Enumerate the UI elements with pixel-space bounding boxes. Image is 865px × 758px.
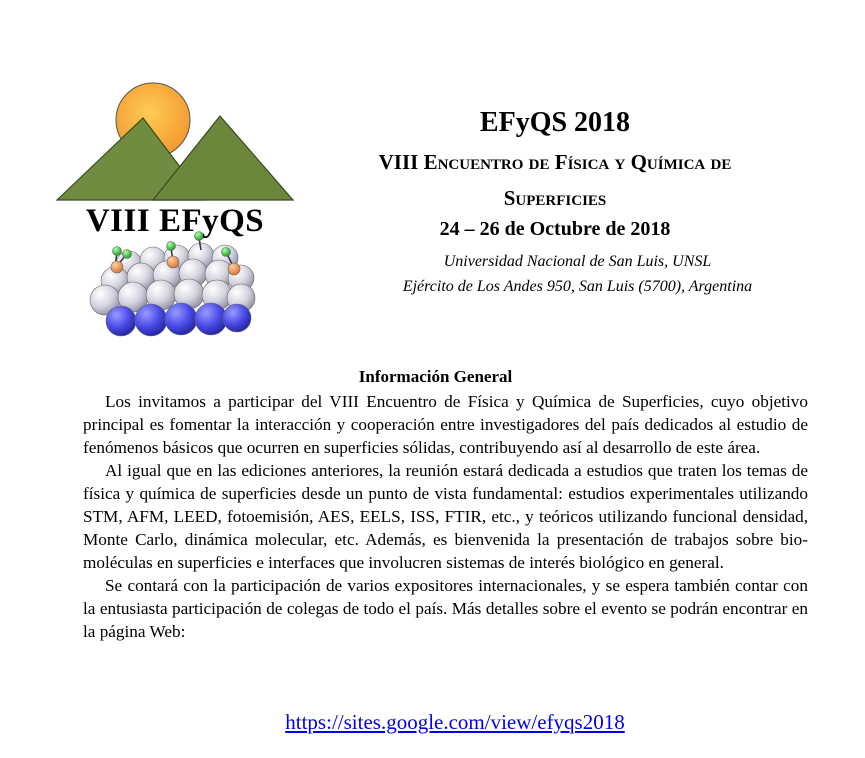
event-address: [300, 249, 810, 299]
website-link-line: [0, 708, 865, 736]
address-line2: Ejército de Los Andes 950, San Luis (5700), Argentina: [402, 278, 753, 295]
event-subtitle: [300, 144, 810, 216]
section-heading: Información General: [358, 367, 513, 386]
paragraph-invitation: Los invitamos a participar del VIII Encuentro de Física y Química de Superficies, cuyo objetivo principal es fomentar la interacción y cooperación entre investigadores del país dedicados al estudio de fenómenos básicos que ocurren en superficies sólidas, contribuyendo así al desarrollo de este área.: [83, 392, 808, 457]
efyqs-logo: [55, 78, 295, 340]
atom-lattice-shape: [90, 232, 255, 337]
event-subtitle-line2: Superficies: [503, 186, 607, 210]
event-header: [300, 105, 810, 299]
event-dates: 24 – 26 de Octubre de 2018: [439, 218, 671, 240]
paragraph-topics: Al igual que en las ediciones anteriores, la reunión estará dedicada a estudios que traten los temas de física y química de superficies desde un punto de vista fundamental: estudios experimentales utilizando STM, AFM, LEED, fotoemisión, AES, EELS, ISS, FTIR, etc., y teóricos utilizando funcional densidad, Monte Carlo, dinámica molecular, etc. Además, es bienvenida la presentación de trabajos sobre bio-moléculas en superficies e interfaces que involucren sistemas de interés biológico en general.: [83, 461, 808, 572]
paragraph-speakers: Se contará con la participación de varios expositores internacionales, y se espera también contar con la entusiasta participación de colegas de todo el país. Más detalles sobre el evento se podrán encontrar en la página Web:: [83, 576, 808, 641]
logo-caption: VIII EFyQS: [85, 203, 265, 239]
event-title: EFyQS 2018: [479, 107, 631, 138]
website-link[interactable]: https://sites.google.com/view/efyqs2018: [285, 710, 625, 734]
event-subtitle-line1: VIII Encuentro de Física y Química de: [378, 150, 732, 174]
address-line1: Universidad Nacional de San Luis, UNSL: [443, 253, 712, 270]
general-information: [83, 363, 808, 643]
